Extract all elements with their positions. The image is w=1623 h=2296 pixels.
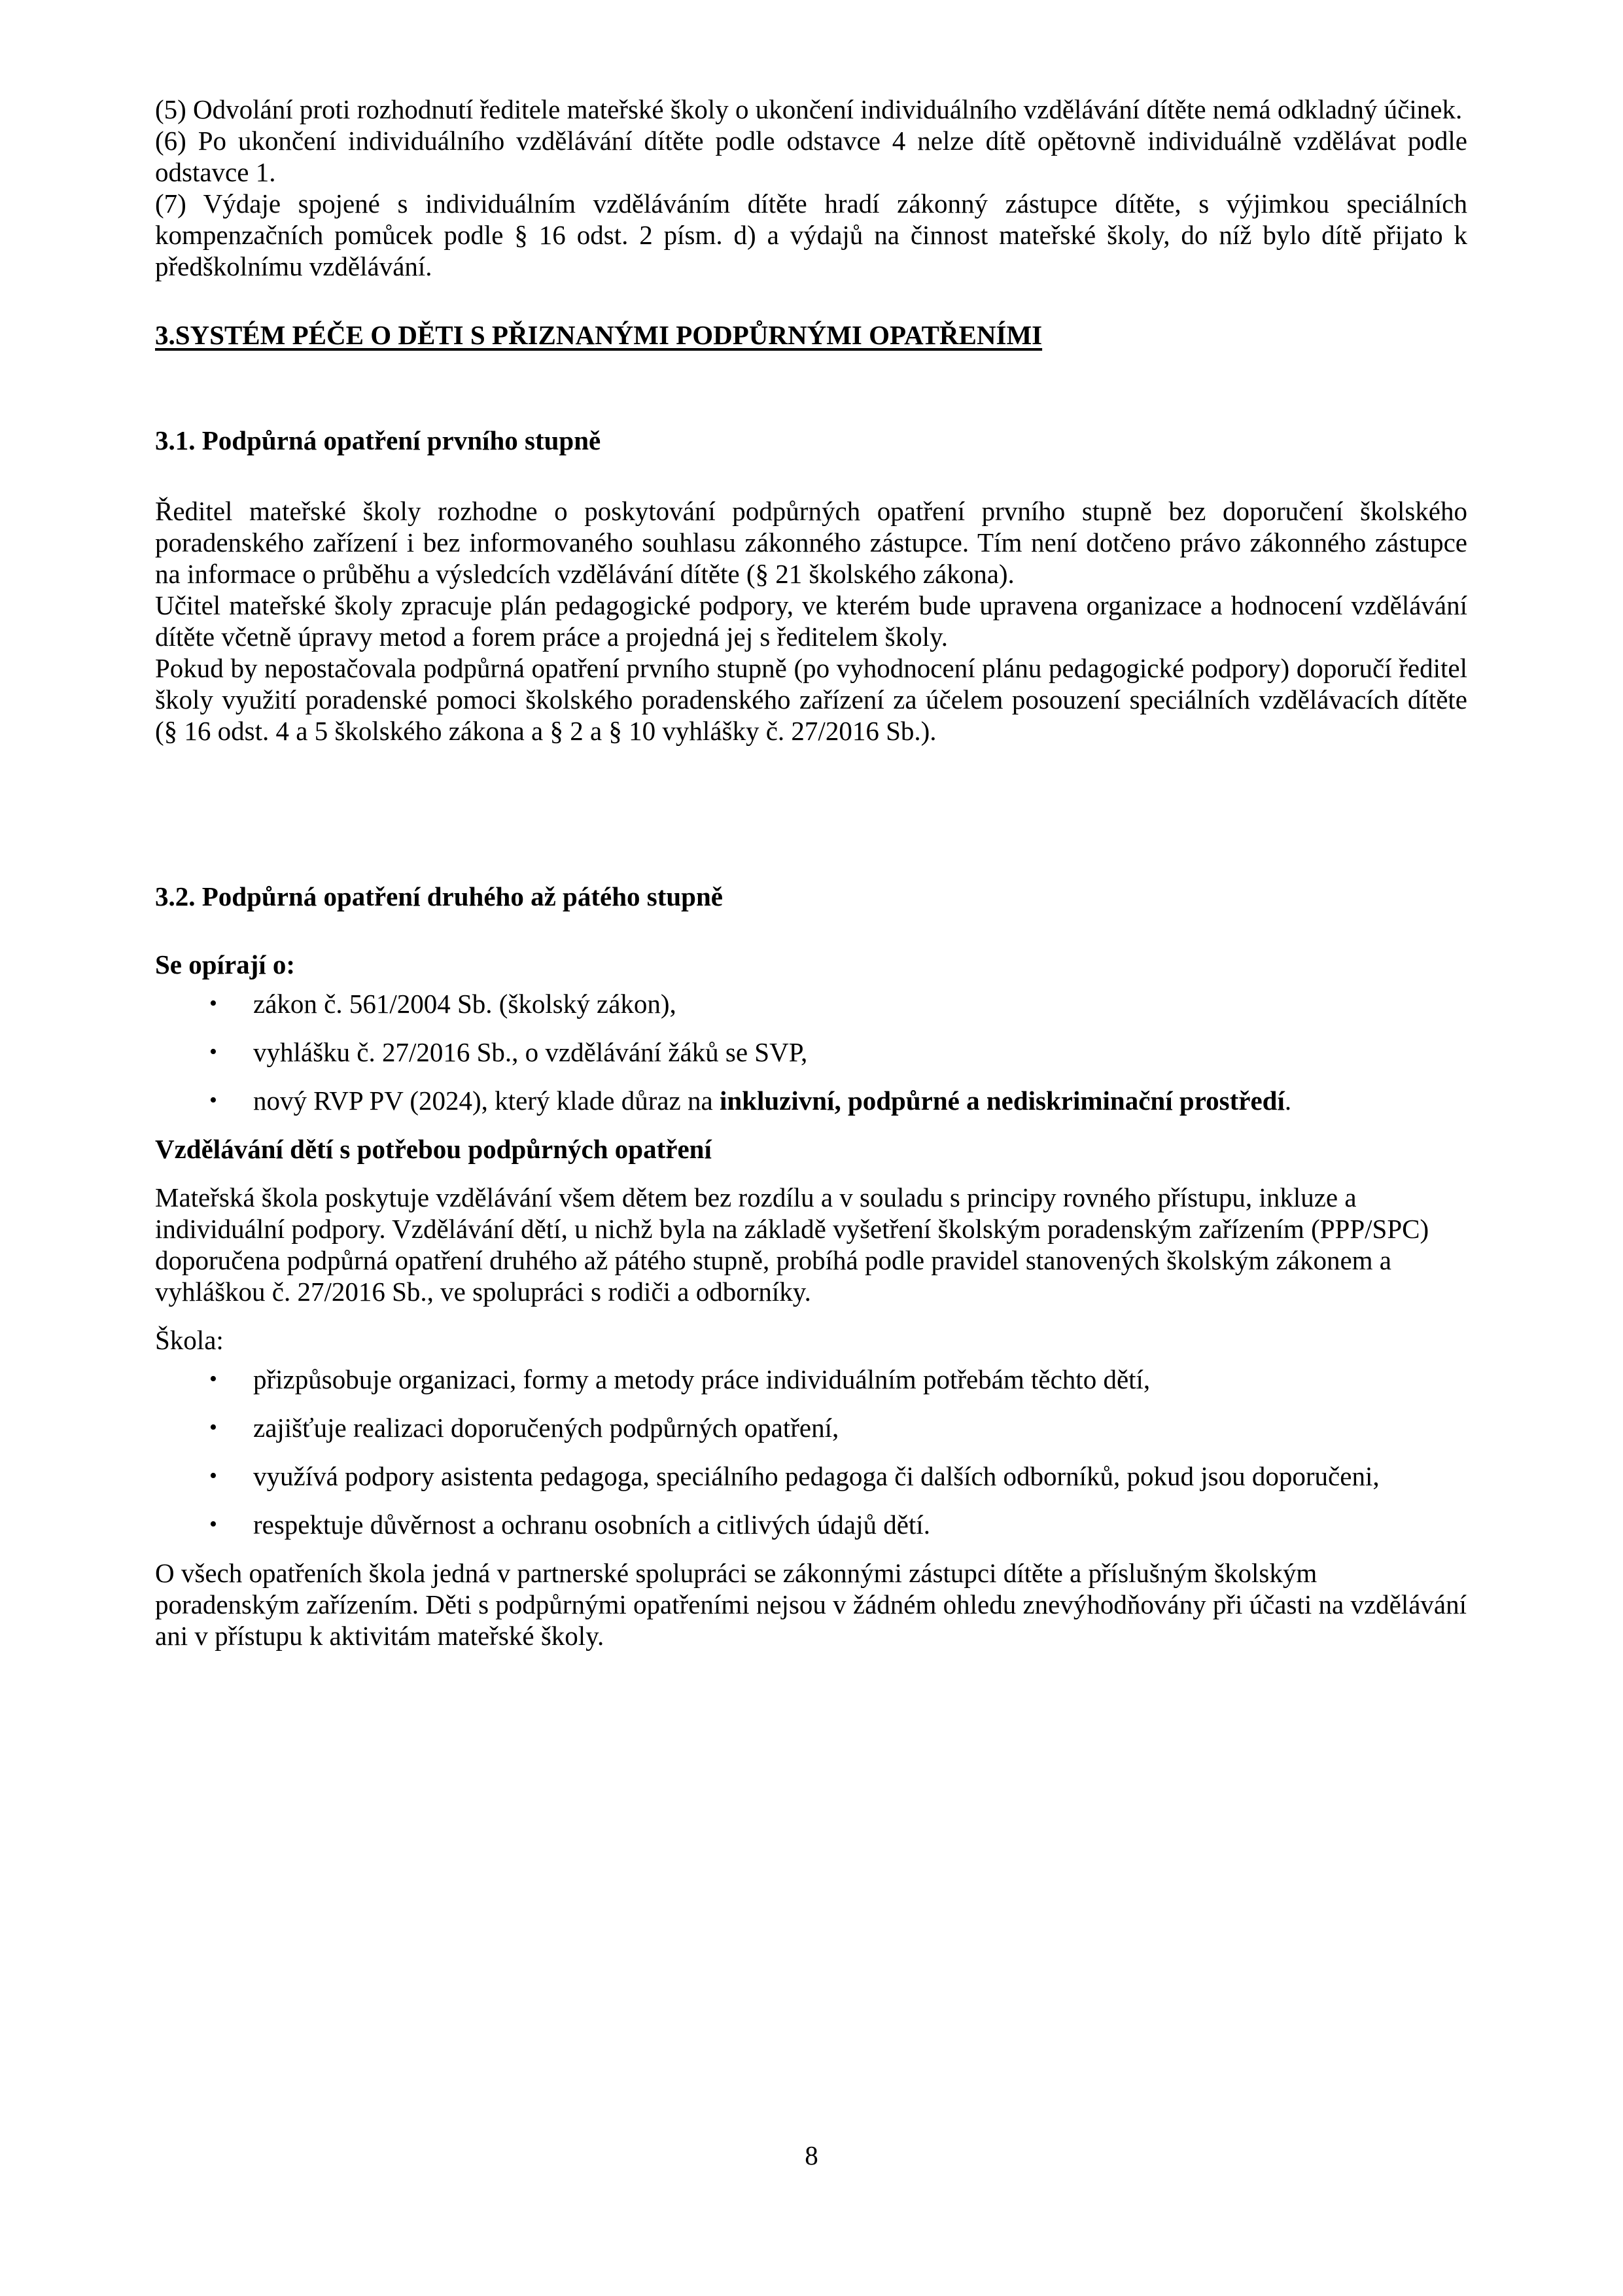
intro-paragraph-7: (7) Výdaje spojené s individuálním vzděláváním dítěte hradí zákonný zástupce dítěte, s výjimkou speciálních kompenzačních pomůcek podle § 16 odst. 2 písm. d) a výdajů na činnost mateřské školy, do níž bylo dítě přijato k předškolnímu vzdělávání. (155, 188, 1467, 281)
list-item-tail: . (1284, 1086, 1292, 1116)
subsection-heading-3-2: 3.2. Podpůrná opatření druhého až pátého stupně (155, 881, 723, 911)
list-item (155, 1509, 1467, 1540)
education-paragraph: Mateřská škola poskytuje vzdělávání všem dětem bez rozdílu a v souladu s principy rovného přístupu, inkluze a individuální podpory. Vzdělávání dětí, u nichž byla na základě vyšetření školským poradenským zařízením (PPP/SPC) doporučena podpůrná opatření druhého až pátého stupně, probíhá podle pravidel stanovených školským zákonem a vyhláškou č. 27/2016 Sb., ve spolupráci s rodiči a odborníky. (155, 1182, 1429, 1307)
paragraph-3-1-insufficient: Pokud by nepostačovala podpůrná opatření prvního stupně (po vyhodnocení plánu pedagogické podpory) doporučí ředitel školy využití poradenské pomoci školského poradenského zařízení za účelem posouzení speciálních vzdělávacích dítěte (§ 16 odst. 4 a 5 školského zákona a § 2 a § 10 vyhlášky č. 27/2016 Sb.). (155, 653, 1467, 746)
list-item (155, 1412, 1467, 1443)
basis-list (155, 988, 1467, 1116)
intro-paragraph-5: (5) Odvolání proti rozhodnutí ředitele mateřské školy o ukončení individuálního vzdělávání dítěte nemá odkladný účinek. (155, 94, 1463, 124)
list-item (155, 1364, 1467, 1395)
list-item-text: respektuje důvěrnost a ochranu osobních a citlivých údajů dětí. (253, 1510, 930, 1540)
list-item-text: využívá podpory asistenta pedagoga, speciálního pedagoga či dalších odborníků, pokud jsou doporučeni, (253, 1461, 1380, 1491)
school-list (155, 1364, 1467, 1540)
list-item-text: zajišťuje realizaci doporučených podpůrných opatření, (253, 1413, 839, 1443)
list-item-emphasis: inkluzivní, podpůrné a nediskriminační prostředí (719, 1086, 1285, 1116)
document-page (155, 94, 1467, 1651)
list-item-text: vyhlášku č. 27/2016 Sb., o vzdělávání žáků se SVP, (253, 1037, 808, 1067)
subsection-heading-3-1: 3.1. Podpůrná opatření prvního stupně (155, 425, 601, 455)
intro-paragraph-6: (6) Po ukončení individuálního vzdělávání dítěte podle odstavce 4 nelze dítě opětovně individuálně vzdělávat podle odstavce 1. (155, 126, 1467, 187)
education-heading: Vzdělávání dětí s potřebou podpůrných opatření (155, 1134, 712, 1164)
list-item-text: zákon č. 561/2004 Sb. (školský zákon), (253, 989, 676, 1019)
section-heading: 3.SYSTÉM PÉČE O DĚTI S PŘIZNANÝMI PODPŮRNÝMI OPATŘENÍMI (155, 320, 1043, 350)
list-item (155, 988, 1467, 1019)
bullet-icon: • (209, 1088, 217, 1112)
list-item (155, 1085, 1467, 1116)
bullet-icon: • (209, 1464, 217, 1488)
list-item (155, 1460, 1467, 1492)
bullet-icon: • (209, 1040, 217, 1064)
closing-paragraph: O všech opatřeních škola jedná v partnerské spolupráci se zákonnými zástupci dítěte a příslušným školským poradenským zařízením. Děti s podpůrnými opatřeními nejsou v žádném ohledu znevýhodňovány při účasti na vzdělávání ani v přístupu k aktivitám mateřské školy. (155, 1558, 1467, 1651)
basis-label: Se opírají o: (155, 949, 296, 980)
school-label: Škola: (155, 1325, 224, 1355)
paragraph-3-1-director: Ředitel mateřské školy rozhodne o poskytování podpůrných opatření prvního stupně bez doporučení školského poradenského zařízení i bez informovaného souhlasu zákonného zástupce. Tím není dotčeno právo zákonného zástupce na informace o průběhu a výsledcích vzdělávání dítěte (§ 21 školského zákona). (155, 496, 1467, 589)
list-item-text: nový RVP PV (2024), který klade důraz na (253, 1086, 720, 1116)
paragraph-3-1-teacher: Učitel mateřské školy zpracuje plán pedagogické podpory, ve kterém bude upravena organizace a hodnocení vzdělávání dítěte včetně úpravy metod a forem práce a projedná jej s ředitelem školy. (155, 590, 1467, 652)
bullet-icon: • (209, 991, 217, 1016)
page-number: 8 (805, 2140, 818, 2170)
list-item (155, 1036, 1467, 1068)
bullet-icon: • (209, 1512, 217, 1536)
bullet-icon: • (209, 1415, 217, 1439)
list-item-text: přizpůsobuje organizaci, formy a metody práce individuálním potřebám těchto dětí, (253, 1364, 1151, 1394)
bullet-icon: • (209, 1367, 217, 1391)
